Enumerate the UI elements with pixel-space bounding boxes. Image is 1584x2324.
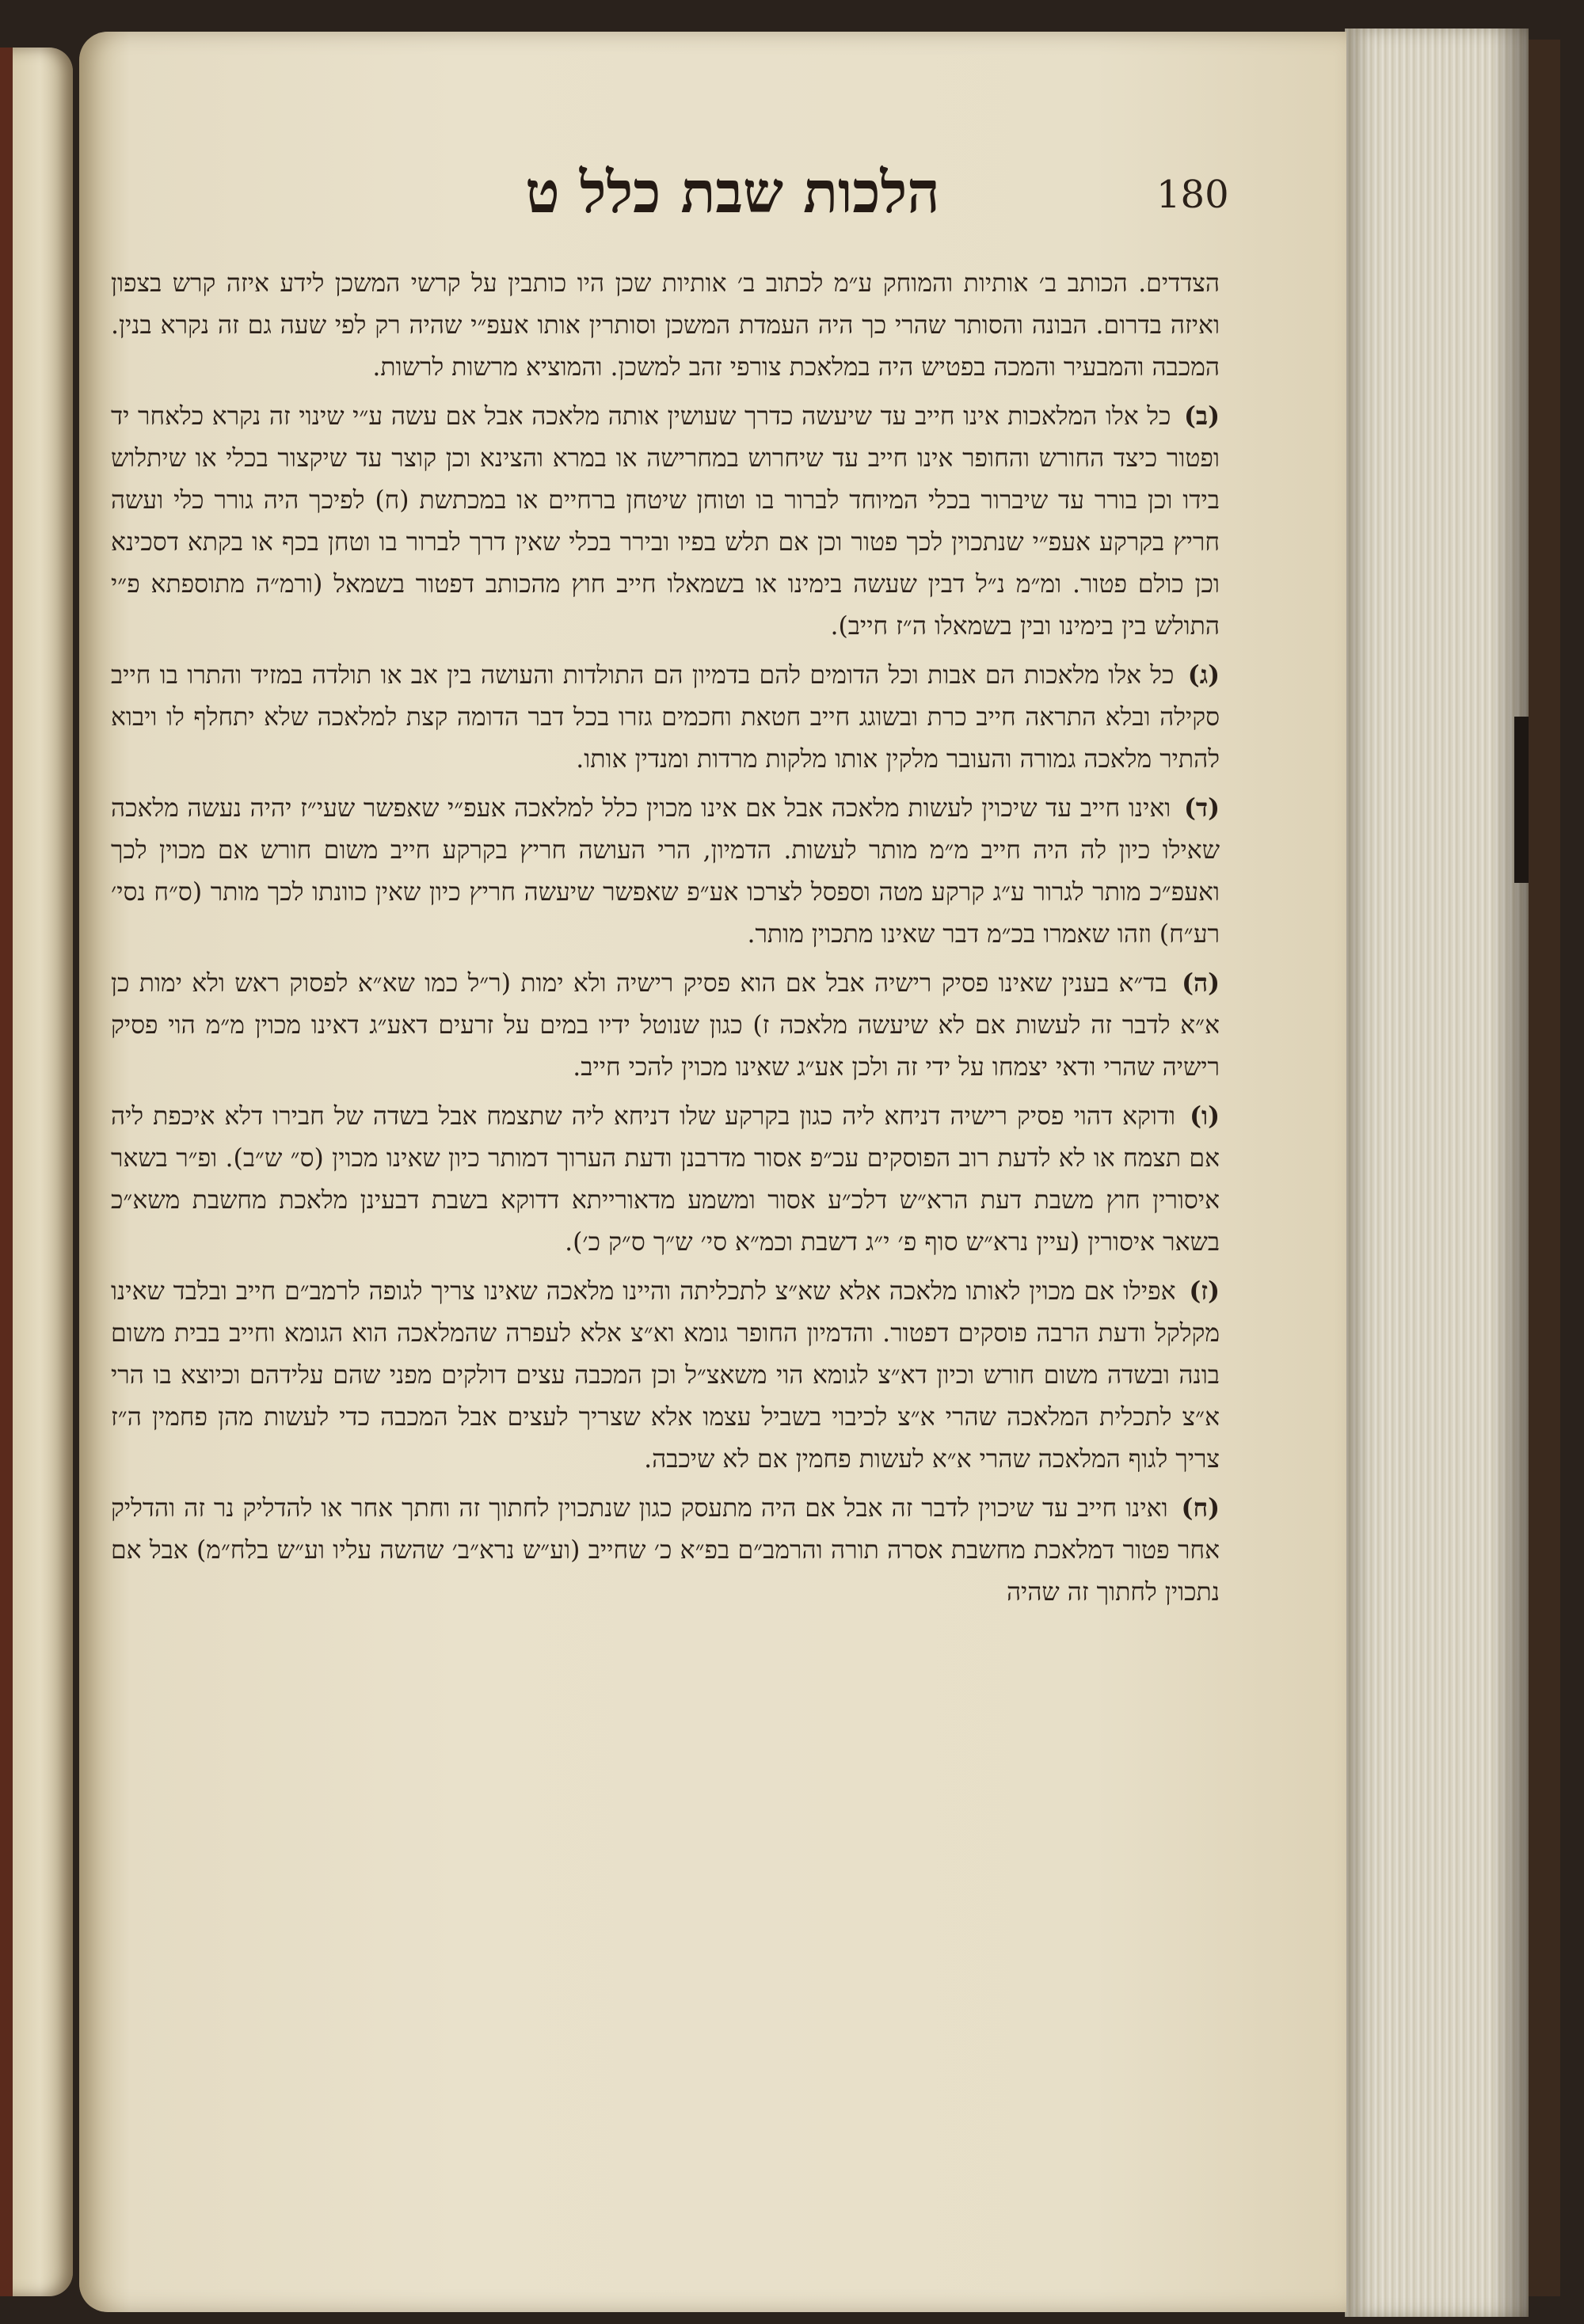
paragraph-marker: (ג) [1187,660,1220,690]
paragraph-marker: (ה) [1182,968,1220,998]
paragraph [111,395,1220,648]
paragraph [111,787,1220,956]
paragraph-text: הצדדים. הכותב ב׳ אותיות והמוחק ע״מ לכתוב ב׳ אותיות שכן היו כותבין על קרשי המשכן לידע איזה קרש בצפון ואיזה בדרום. הבונה והסותר שהרי כך היה העמדת המשכן וסותרין אותו אעפ״י שהיה רק לפי שעה גם זה נקרא בנין. המכבה והמבעיר והמכה בפטיש היה במלאכת צורפי זהב למשכן. והמוציא מרשות לרשות. [111,269,1220,382]
paragraph-marker: (ב) [1184,401,1220,431]
paragraph [111,1487,1220,1614]
paragraph-text: ודוקא דהוי פסיק רישיה דניחא ליה כגון בקרקע שלו דניחא ליה שתצמח אבל בשדה של חבירו דלא איכפת ליה אם תצמח או לא לדעת רוב הפוסקים עכ״פ אסור מדרבנן ודעת הערוך דמותר כיון שאינו מכוין (ס״ ש״ב). ופ״ר בשאר איסורין חוץ משבת דעת הרא״ש דלכ״ע אסור ומשמע מדאורייתא דדוקא בשבת דבעינן מלאכת מחשבת משא״כ בשאר איסורין (עיין נרא״ש סוף פ׳ י״ג דשבת וכמ״א סי׳ ש״ך ס״ק כ׳). [111,1102,1220,1257]
bookmark-tab [1514,717,1529,883]
paragraph-marker: (ו) [1190,1101,1220,1131]
paragraph-marker: (ז) [1189,1276,1220,1306]
paragraph-marker: (ד) [1184,793,1220,823]
paragraph-text: ואינו חייב עד שיכוין לדבר זה אבל אם היה מתעסק כגון שנתכוין לחתוך זה וחתך אחר או להדליק נר זה והדליק אחר פטור דמלאכת מחשבת אסרה תורה והרמב״ם בפ״א כ׳ שחייב (וע״ש נרא״ב׳ שהשה עליו וע״ש בלח״מ) אבל אם נתכוין לחתוך זה שהיה [111,1494,1220,1607]
page-header [111,158,1229,245]
paragraph [111,1095,1220,1264]
body-text [111,263,1220,1620]
left-cover-edge [0,48,13,2296]
page-fore-edge [1345,29,1529,2317]
paragraph-text: אפילו אם מכוין לאותו מלאכה אלא שא״צ לתכליתה והיינו מלאכה שאינו צריך לגופה לרמב״ם חייב ובלבד שאינו מקלקל ודעת הרבה פוסקים דפטור. והדמיון החופר גומא וא״צ אלא לעפרה שהמלאכה הוא הגומא וחייב בבית משום בונה ובשדה משום חורש וכיון דא״צ לגומא הוי משאצ״ל וכן המכבה עצים דולקים מפני שהם עלידהם וכיוצא בו הרי א״צ לתכלית המלאכה שהרי א״צ לכיבוי בשביל עצמו אלא שצריך לעצים אבל המכבה כדי לעשות מהן פחמין ה״ז צריך לגוף המלאכה שהרי א״א לעשות פחמין אם לא שיכבה. [111,1277,1220,1474]
paragraph-marker: (ח) [1181,1493,1220,1523]
paragraph [111,1270,1220,1481]
paragraph-text: כל אלו מלאכות הם אבות וכל הדומים להם בדמיון הם התולדות והעושה בין אב או תולדה במזיד והתרו בו חייב סקילה ובלא התראה חייב כרת ובשוגג חייב חטאת וחכמים גזרו בכל דבר הדומה קצת למלאכה שלא יתחלף לו ויבוא להתיר מלאכה גמורה והעובר מלקין אותו מלקות מרדות ומנדין אותו. [111,661,1220,774]
paragraph [111,654,1220,781]
paragraph [111,962,1220,1089]
paragraph [111,263,1220,389]
paragraph-text: כל אלו המלאכות אינו חייב עד שיעשה כדרך שעושין אותה מלאכה אבל אם עשה ע״י שינוי זה נקרא כלאחר יד ופטור כיצד החורש והחופר אינו חייב עד שיחרוש במחרישה או במרא והצינא וכן קוצר עד שיקצור בכלי או שיתלוש בידו וכן בורר עד שיברור בכלי המיוחד לברור בו וטוחן שיטחן ברחיים או במכתשת (ח) לפיכך היה גורר כלי ועשה חריץ בקרקע אעפ״י שנתכוין לכך פטור וכן אם תלש בפיו ובירר בכלי שאין דרך לברור בו וטחן בכף או בקתא דסכינא וכן כולם פטור. ומ״מ נ״ל דבין שעשה בימינו או בשמאלו חייב חוץ מהכותב דפטור בשמאל (ורמ״ה מתוספתא פ״י התולש בין בימינו ובין בשמאלו ה״ז חייב). [111,402,1220,641]
paragraph-text: בד״א בענין שאינו פסיק רישיה אבל אם הוא פסיק רישיה ולא ימות (ר״ל כמו שא״א לפסוק ראש ולא ימות כן א״א לדבר זה לעשות אם לא שיעשה מלאכה ז) כגון שנוטל ידיו במים על זרעים דאע״ג דאינו מכוין מ״מ הוי פסיק רישיה שהרי ודאי יצמחו על ידי זה ולכן אע״ג שאינו מכוין להכי חייב. [111,969,1220,1082]
paragraph-text: ואינו חייב עד שיכוין לעשות מלאכה אבל אם אינו מכוין כלל למלאכה אעפ״י שאפשר שעי״ז יהיה נעשה מלאכה שאילו כיון לה היה חייב מ״מ מותר לעשות. הדמיון, הרי העושה חריץ בקרקע חייב משום חורש אם מכוין לכך ואעפ״כ מותר לגרור ע״ג קרקע מטה וספסל לצרכו אע״פ שאפשר שיעשה חריץ כיון שאין כוונתו לכך מותר (ס״ח נסי׳ רע״ח) וזהו שאמרו בכ״מ דבר שאינו מתכוין מותר. [111,794,1220,949]
book-cover-strip [1529,40,1560,2296]
page-number: 180 [1156,173,1229,217]
running-title: הלכות שבת כלל ט [525,158,940,226]
